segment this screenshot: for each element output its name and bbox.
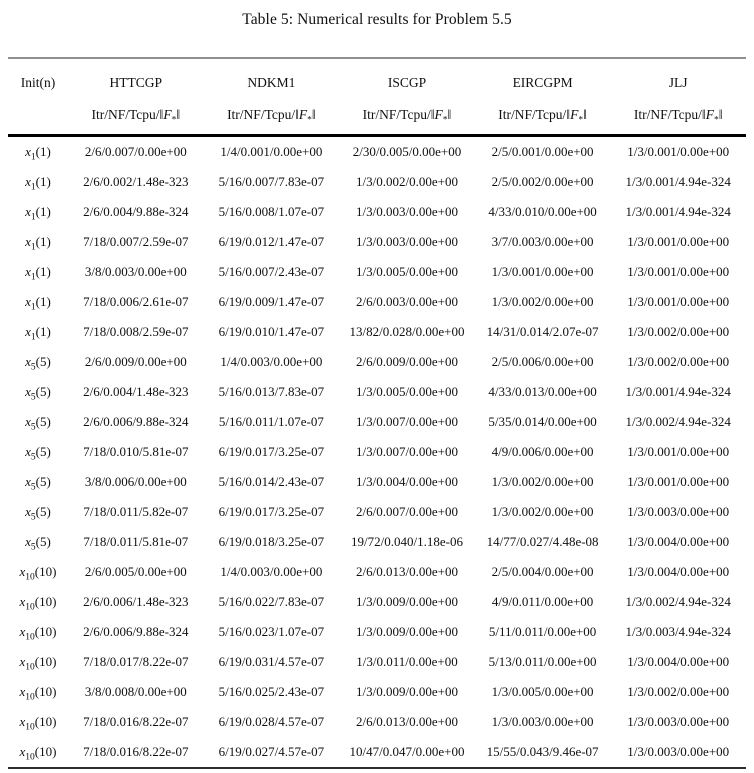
column-header-init-n-: Init(n): [20, 74, 56, 90]
result-cell: 1/3/0.003/0.00e+00: [627, 744, 730, 759]
result-cell: 2/6/0.013/0.00e+00: [356, 564, 458, 579]
result-cell: 2/6/0.002/1.48e-323: [83, 174, 189, 189]
result-cell: 1/3/0.001/4.94e-324: [625, 204, 731, 219]
result-cell: 6/19/0.017/3.25e-07: [218, 444, 325, 459]
result-cell: 1/3/0.002/0.00e+00: [627, 354, 730, 369]
table-row: [8, 257, 746, 287]
table-row: [8, 347, 746, 377]
table-row: [8, 167, 746, 197]
result-cell: 5/11/0.011/0.00e+00: [488, 624, 597, 639]
result-cell: 5/16/0.007/2.43e-07: [218, 264, 325, 279]
init-cell: $x_1(1)$: [25, 234, 51, 253]
result-cell: 4/33/0.010/0.00e+00: [488, 204, 597, 219]
result-cell: 7/18/0.011/5.81e-07: [83, 534, 189, 549]
result-cell: 6/19/0.010/1.47e-07: [218, 324, 325, 339]
result-cell: 2/6/0.007/0.00e+00: [356, 504, 458, 519]
result-cell: 1/3/0.002/0.00e+00: [491, 294, 594, 309]
result-cell: 5/16/0.008/1.07e-07: [218, 204, 325, 219]
result-cell: 1/3/0.001/0.00e+00: [627, 294, 730, 309]
init-cell: $x_{10}(10)$: [19, 744, 57, 763]
table-row: [8, 407, 746, 437]
result-cell: 1/3/0.001/4.94e-324: [625, 174, 731, 189]
result-cell: 1/3/0.002/4.94e-324: [625, 414, 731, 429]
init-cell: $x_5(5)$: [25, 534, 51, 553]
result-cell: 1/3/0.004/0.00e+00: [356, 474, 458, 489]
result-cell: 1/3/0.001/0.00e+00: [491, 264, 594, 279]
result-cell: 1/4/0.003/0.00e+00: [220, 354, 323, 369]
init-cell: $x_1(1)$: [25, 174, 51, 193]
init-cell: $x_{10}(10)$: [19, 624, 57, 643]
result-cell: 1/3/0.002/0.00e+00: [627, 684, 730, 699]
result-cell: 1/3/0.003/0.00e+00: [491, 714, 594, 729]
result-cell: 1/3/0.011/0.00e+00: [356, 654, 458, 669]
result-cell: 6/19/0.027/4.57e-07: [218, 744, 325, 759]
init-cell: $x_1(1)$: [25, 264, 51, 283]
table-row: [8, 527, 746, 557]
init-cell: $x_5(5)$: [25, 414, 51, 433]
table-row: [8, 587, 746, 617]
table-row: [8, 677, 746, 707]
result-cell: 1/3/0.003/4.94e-324: [625, 624, 731, 639]
result-cell: 1/3/0.002/0.00e+00: [627, 324, 730, 339]
result-cell: 1/3/0.003/0.00e+00: [627, 714, 730, 729]
table-row: [8, 707, 746, 737]
metric-header-label: Itr/$NF/Tcpu/‖F_*‖$: [68, 100, 204, 136]
result-cell: 1/3/0.007/0.00e+00: [356, 414, 458, 429]
table-row: [8, 467, 746, 497]
result-cell: 7/18/0.007/2.59e-07: [83, 234, 189, 249]
result-cell: 2/6/0.006/1.48e-323: [83, 594, 189, 609]
table-row: [8, 737, 746, 768]
column-header-httcgp: HTTCGP: [109, 74, 163, 90]
result-cell: 4/33/0.013/0.00e+00: [488, 384, 597, 399]
result-cell: 5/16/0.025/2.43e-07: [218, 684, 325, 699]
init-cell: $x_1(1)$: [25, 294, 51, 313]
result-cell: 5/16/0.013/7.83e-07: [218, 384, 325, 399]
result-cell: 7/18/0.011/5.82e-07: [83, 504, 189, 519]
result-cell: 1/3/0.001/0.00e+00: [627, 264, 730, 279]
init-cell: $x_5(5)$: [25, 474, 51, 493]
result-cell: 6/19/0.017/3.25e-07: [218, 504, 325, 519]
table-row: [8, 437, 746, 467]
result-cell: 2/6/0.006/9.88e-324: [83, 624, 189, 639]
result-cell: 5/13/0.011/0.00e+00: [488, 654, 597, 669]
results-table: [8, 57, 746, 769]
result-cell: 1/3/0.003/0.00e+00: [356, 234, 458, 249]
result-cell: 1/3/0.002/0.00e+00: [491, 504, 594, 519]
result-cell: 7/18/0.016/8.22e-07: [83, 744, 189, 759]
result-cell: 1/3/0.001/0.00e+00: [627, 144, 730, 159]
init-cell: $x_{10}(10)$: [19, 714, 57, 733]
init-cell: $x_1(1)$: [25, 144, 51, 163]
result-cell: 3/8/0.006/0.00e+00: [84, 474, 187, 489]
result-cell: 1/3/0.005/0.00e+00: [356, 264, 458, 279]
table-row: [8, 497, 746, 527]
result-cell: 13/82/0.028/0.00e+00: [349, 324, 465, 339]
result-cell: 4/9/0.011/0.00e+00: [491, 594, 594, 609]
result-cell: 2/5/0.001/0.00e+00: [491, 144, 594, 159]
result-cell: 5/35/0.014/0.00e+00: [488, 414, 597, 429]
result-cell: 1/3/0.004/0.00e+00: [627, 534, 730, 549]
table-row: [8, 287, 746, 317]
table-row: [8, 197, 746, 227]
column-header-ndkm1: NDKM1: [247, 74, 296, 90]
result-cell: 2/6/0.009/0.00e+00: [84, 354, 187, 369]
result-cell: 2/5/0.004/0.00e+00: [491, 564, 594, 579]
result-cell: 1/3/0.004/0.00e+00: [627, 654, 730, 669]
result-cell: 1/3/0.009/0.00e+00: [356, 594, 458, 609]
result-cell: 2/6/0.005/0.00e+00: [84, 564, 187, 579]
result-cell: 14/77/0.027/4.48e-08: [486, 534, 599, 549]
metric-header-label: Itr/$NF/Tcpu/‖F_*‖$: [610, 100, 746, 136]
table-row: [8, 617, 746, 647]
result-cell: 1/3/0.009/0.00e+00: [356, 624, 458, 639]
result-cell: 1/3/0.003/0.00e+00: [356, 204, 458, 219]
result-cell: 1/3/0.004/0.00e+00: [627, 564, 730, 579]
result-cell: 2/6/0.009/0.00e+00: [356, 354, 458, 369]
metric-header-empty: [8, 100, 68, 136]
table-row: [8, 647, 746, 677]
column-header-jlj: JLJ: [668, 74, 688, 90]
result-cell: 14/31/0.014/2.07e-07: [486, 324, 599, 339]
result-cell: 1/3/0.003/0.00e+00: [627, 504, 730, 519]
result-cell: 1/3/0.005/0.00e+00: [491, 684, 594, 699]
result-cell: 2/6/0.004/9.88e-324: [83, 204, 189, 219]
result-cell: 5/16/0.023/1.07e-07: [218, 624, 325, 639]
result-cell: 6/19/0.012/1.47e-07: [218, 234, 325, 249]
result-cell: 6/19/0.031/4.57e-07: [218, 654, 325, 669]
result-cell: 6/19/0.028/4.57e-07: [218, 714, 325, 729]
result-cell: 5/16/0.007/7.83e-07: [218, 174, 325, 189]
result-cell: 5/16/0.022/7.83e-07: [218, 594, 325, 609]
result-cell: 2/30/0.005/0.00e+00: [352, 144, 462, 159]
table-row: [8, 317, 746, 347]
result-cell: 1/3/0.002/4.94e-324: [625, 594, 731, 609]
result-cell: 15/55/0.043/9.46e-07: [486, 744, 599, 759]
result-cell: 3/8/0.008/0.00e+00: [84, 684, 187, 699]
result-cell: 5/16/0.011/1.07e-07: [218, 414, 324, 429]
result-cell: 7/18/0.017/8.22e-07: [83, 654, 189, 669]
result-cell: 2/5/0.002/0.00e+00: [491, 174, 594, 189]
result-cell: 6/19/0.018/3.25e-07: [218, 534, 325, 549]
result-cell: 10/47/0.047/0.00e+00: [349, 744, 465, 759]
init-cell: $x_{10}(10)$: [19, 594, 57, 613]
result-cell: 1/3/0.002/0.00e+00: [491, 474, 594, 489]
init-cell: $x_5(5)$: [25, 444, 51, 463]
table-header: [8, 58, 746, 136]
init-cell: $x_5(5)$: [25, 504, 51, 523]
metric-header-label: Itr/$NF/Tcpu/‖F_*‖$: [204, 100, 340, 136]
init-cell: $x_1(1)$: [25, 204, 51, 223]
result-cell: 1/3/0.001/0.00e+00: [627, 444, 730, 459]
result-cell: 2/5/0.006/0.00e+00: [491, 354, 594, 369]
init-cell: $x_{10}(10)$: [19, 564, 57, 583]
init-cell: $x_5(5)$: [25, 384, 51, 403]
result-cell: 1/3/0.002/0.00e+00: [356, 174, 458, 189]
result-cell: 7/18/0.008/2.59e-07: [83, 324, 189, 339]
result-cell: 2/6/0.007/0.00e+00: [84, 144, 187, 159]
result-cell: 7/18/0.006/2.61e-07: [83, 294, 189, 309]
column-header-eircgpm: EIRCGPM: [512, 74, 573, 90]
result-cell: 6/19/0.009/1.47e-07: [218, 294, 325, 309]
init-cell: $x_1(1)$: [25, 324, 51, 343]
table-row: [8, 557, 746, 587]
table-row: [8, 136, 746, 168]
result-cell: 1/4/0.003/0.00e+00: [220, 564, 323, 579]
table-row: [8, 227, 746, 257]
result-cell: 1/4/0.001/0.00e+00: [220, 144, 323, 159]
metric-header-row: [8, 100, 746, 136]
table-caption: Table 5: Numerical results for Problem 5.5: [242, 11, 512, 28]
result-cell: 1/3/0.009/0.00e+00: [356, 684, 458, 699]
column-header-iscgp: ISCGP: [387, 74, 427, 90]
result-cell: 5/16/0.014/2.43e-07: [218, 474, 325, 489]
result-cell: 2/6/0.004/1.48e-323: [83, 384, 189, 399]
init-cell: $x_{10}(10)$: [19, 654, 57, 673]
result-cell: 2/6/0.006/9.88e-324: [83, 414, 189, 429]
result-cell: 1/3/0.001/4.94e-324: [625, 384, 731, 399]
result-cell: 7/18/0.010/5.81e-07: [83, 444, 189, 459]
table-body: [8, 136, 746, 769]
metric-header-label: Itr/$NF/Tcpu/‖F_*‖$: [475, 100, 611, 136]
result-cell: 1/3/0.001/0.00e+00: [627, 234, 730, 249]
result-cell: 1/3/0.001/0.00e+00: [627, 474, 730, 489]
result-cell: 3/7/0.003/0.00e+00: [491, 234, 594, 249]
result-cell: 1/3/0.007/0.00e+00: [356, 444, 458, 459]
result-cell: 19/72/0.040/1.18e-06: [351, 534, 463, 549]
result-cell: 2/6/0.013/0.00e+00: [356, 714, 458, 729]
column-header-row: [8, 58, 746, 100]
init-cell: $x_5(5)$: [25, 354, 51, 373]
result-cell: 1/3/0.005/0.00e+00: [356, 384, 458, 399]
result-cell: 2/6/0.003/0.00e+00: [356, 294, 458, 309]
table-row: [8, 377, 746, 407]
init-cell: $x_{10}(10)$: [19, 684, 57, 703]
result-cell: 4/9/0.006/0.00e+00: [491, 444, 594, 459]
result-cell: 3/8/0.003/0.00e+00: [84, 264, 187, 279]
metric-header-label: Itr/$NF/Tcpu/‖F_*‖$: [339, 100, 475, 136]
result-cell: 7/18/0.016/8.22e-07: [83, 714, 189, 729]
